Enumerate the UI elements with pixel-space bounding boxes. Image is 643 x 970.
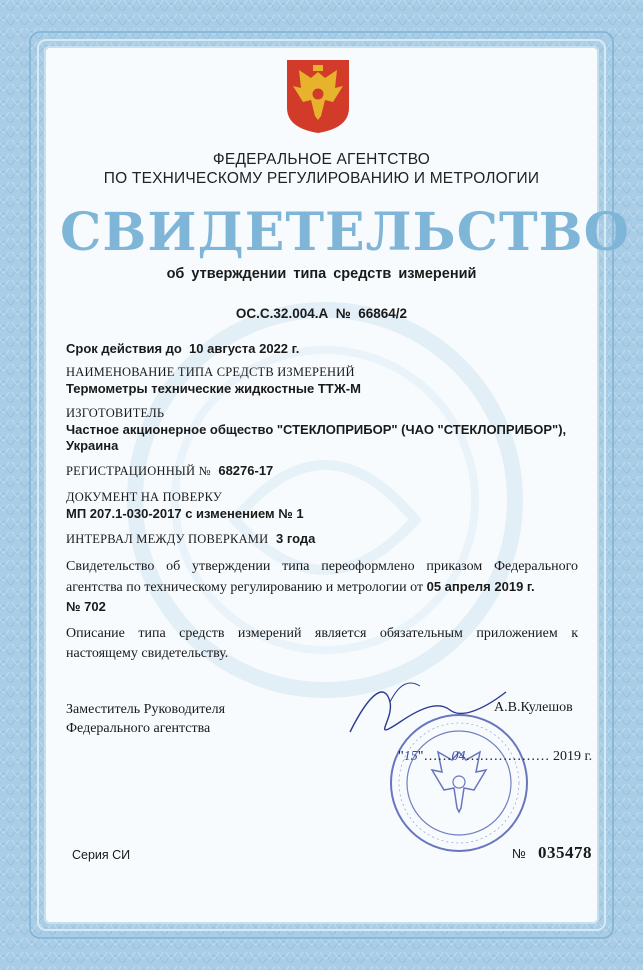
signatory-position [66, 700, 225, 738]
manufacturer-label: ИЗГОТОВИТЕЛЬ [66, 406, 165, 420]
certificate-number: ОС.С.32.004.А № 66864/2 [235, 306, 408, 321]
reissue-date: 05 апреля 2019 г. [426, 578, 535, 594]
interval-label: ИНТЕРВАЛ МЕЖДУ ПОВЕРКАМИ [66, 532, 269, 546]
reissue-text: Свидетельство об утверждении типа переоформлено приказом Федерального агентства по техническому регулированию и метрологии от [66, 559, 578, 595]
reissue-order-number: № 702 [66, 599, 106, 614]
instrument-value: Термометры технические жидкостные ТТЖ-М [66, 381, 361, 396]
validity-period: Срок действия до 10 августа 2022 г. [66, 341, 300, 356]
manufacturer-value-1: Частное акционерное общество "СТЕКЛОПРИБОР" (ЧАО "СТЕКЛОПРИБОР"), [66, 422, 567, 437]
agency-line-2: ПО ТЕХНИЧЕСКОМУ РЕГУЛИРОВАНИЮ И МЕТРОЛОГИИ [103, 170, 540, 187]
signatory-name: А.В.Кулешов [494, 700, 573, 715]
registration-row [66, 462, 273, 480]
interval-value: 3 года [275, 531, 316, 546]
form-number-label: № [512, 846, 526, 861]
russian-coat-of-arms-icon [285, 58, 351, 134]
date-day: 15 [403, 749, 418, 764]
agency-name [80, 150, 563, 188]
reissue-paragraph [66, 557, 578, 618]
date-month: 04 [451, 749, 466, 764]
date-quote-open: " [398, 749, 404, 764]
verification-doc-value: МП 207.1-030-2017 с изменением № 1 [66, 506, 304, 521]
signatory-position-line-2: Федерального агентства [66, 721, 211, 736]
certificate-title: СВИДЕТЕЛЬСТВО [60, 202, 630, 263]
registration-label: РЕГИСТРАЦИОННЫЙ № [66, 464, 211, 478]
manufacturer-value-2: Украина [66, 438, 119, 453]
instrument-label: НАИМЕНОВАНИЕ ТИПА СРЕДСТВ ИЗМЕРЕНИЙ [66, 365, 355, 379]
certificate-subtitle: об утверждении типа средств измерений [166, 266, 477, 282]
interval-row [66, 530, 315, 548]
registration-value: 68276-17 [218, 463, 274, 478]
form-number-value: 035478 [538, 843, 592, 862]
date-year: 2019 г. [552, 749, 593, 764]
signatory-position-line-1: Заместитель Руководителя [66, 702, 226, 717]
form-series: Серия СИ [72, 848, 131, 862]
handwritten-signature [330, 672, 510, 752]
signature-date: "15"……04……………… 2019 г. [398, 749, 593, 764]
description-note: Описание типа средств измерений является обязательным приложением к настоящему свидетельству. [66, 626, 578, 661]
date-quote-close: " [417, 749, 424, 764]
verification-doc-label: ДОКУМЕНТ НА ПОВЕРКУ [66, 490, 222, 504]
agency-line-1: ФЕДЕРАЛЬНОЕ АГЕНТСТВО [212, 151, 431, 168]
